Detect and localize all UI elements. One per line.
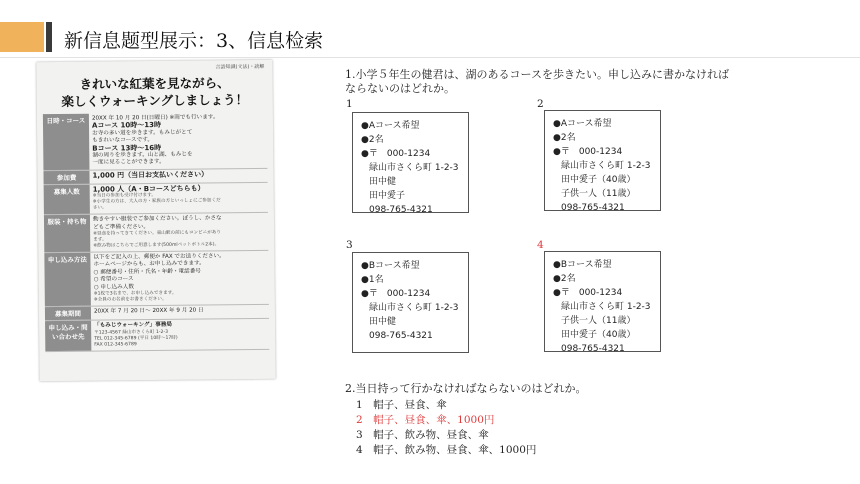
option-line: ●Aコース希望 (361, 121, 420, 131)
leaflet-line: Bコース 13時～16時 (92, 143, 162, 153)
leaflet-line: 動きやすい服装でご参加ください。ぼうし、かさな (92, 215, 222, 223)
leaflet-line: ホームページからも、お申し込みできます。 (93, 260, 205, 269)
option-line: ●2名 (553, 274, 576, 284)
option-4-box (544, 251, 661, 352)
option-line: 098-765-4321 (561, 203, 625, 213)
option-2-number: 2 (537, 98, 544, 110)
leaflet-line: 1,000 円（当日お支払いください） (92, 170, 209, 180)
leaflet-headline-line-1: きれいな紅葉を見ながら、 (79, 75, 230, 92)
option-line: ●Bコース希望 (553, 260, 612, 270)
option-line: 緑山市さくら町 1-2-3 (369, 303, 459, 313)
option-2-box (544, 110, 661, 211)
option-line: ●1名 (361, 275, 384, 285)
option-1-box (352, 112, 469, 213)
leaflet-row-label: 日時・コース (43, 114, 90, 170)
leaflet-info-table (43, 112, 269, 352)
walking-event-leaflet (36, 60, 275, 381)
leaflet-line: TEL 012-345-6789 (平日 10時～17時) (94, 335, 178, 342)
option-line: 098-765-4321 (561, 344, 625, 354)
leaflet-row-label: 申し込み・問い合わせ先 (45, 321, 91, 351)
leaflet-line: 〒123-4567 緑山市さくら町 1-2-3 (94, 329, 169, 336)
leaflet-line: ※1枚で3名まで、お申し込みできます。 (93, 290, 177, 297)
leaflet-line: 20XX 年 10 月 20 日(日曜日) ※雨でも行います。 (91, 114, 219, 122)
title-accent-divider (46, 22, 52, 52)
leaflet-line: ※全員のお名前をお書きください。 (93, 296, 167, 303)
option-line: ●Aコース希望 (553, 119, 612, 129)
option-1-number: 1 (346, 98, 353, 110)
leaflet-row-label: 服装・持ち物 (44, 215, 90, 252)
option-line: ●〒 000-1234 (553, 288, 623, 298)
leaflet-line: 1,000 人（A・Bコースどちらも） (92, 184, 205, 194)
leaflet-line: Aコース 10時～13時 (91, 121, 162, 131)
option-line: ●〒 000-1234 (361, 149, 431, 159)
leaflet-line: 20XX 年 7 月 20 日～ 20XX 年 9 月 20 日 (93, 307, 204, 315)
option-line: 緑山市さくら町 1-2-3 (561, 302, 651, 312)
option-line: 田中愛子 (369, 191, 406, 201)
option-line: 子供一人（11歳） (561, 189, 636, 199)
leaflet-line: ※昼食を持ってきてください。東山駅の前にもコンビニがあり (93, 230, 222, 237)
option-line: 子供一人（11歳） (561, 316, 636, 326)
option-line: 田中愛子（40歳） (561, 330, 636, 340)
leaflet-row-application (44, 251, 269, 307)
leaflet-line: お寺の多い道を歩きます。もみじがとて (92, 129, 193, 137)
leaflet-row-label: 募集期間 (45, 307, 91, 320)
option-3-box (352, 252, 469, 353)
leaflet-line: ※当日の参加も受け付けます。 (92, 193, 156, 199)
q2-option-2: 2 帽子、昼食、傘、1000円 (356, 414, 495, 426)
option-line: 緑山市さくら町 1-2-3 (561, 161, 651, 171)
leaflet-headline-line-2: 楽しくウォーキングしましょう！ (61, 92, 249, 109)
leaflet-line: ます。 (93, 237, 107, 243)
leaflet-line: さい。 (92, 205, 107, 211)
option-line: 田中愛子（40歳） (561, 175, 636, 185)
option-line: ●〒 000-1234 (553, 147, 623, 157)
leaflet-line: 一度に見ることができます。 (92, 159, 165, 167)
leaflet-line: 湖の周りを歩きます。山と湖、もみじを (92, 151, 193, 159)
q2-option-4: 4 帽子、飲み物、昼食、傘、1000円 (356, 444, 537, 456)
title-underline (0, 57, 860, 58)
leaflet-row-label: 募集人数 (44, 185, 90, 215)
option-line: 098-765-4321 (369, 331, 433, 341)
option-line: 098-765-4321 (369, 205, 433, 215)
option-4-number: 4 (537, 239, 544, 251)
leaflet-row-belongings (44, 213, 268, 253)
option-line: 田中健 (369, 177, 397, 187)
option-line: 田中健 (369, 317, 397, 327)
q2-option-3: 3 帽子、飲み物、昼食、傘 (356, 429, 489, 441)
leaflet-line: 「もみじウォーキング」事務局 (94, 321, 173, 329)
leaflet-line: ※小学生の方は、大人の方・家族の方といっしょにご参加くだ (92, 198, 221, 205)
leaflet-line: もきれいなコースです。 (92, 137, 154, 144)
leaflet-line: ○ 申し込み人数 (93, 283, 134, 291)
option-line: 緑山市さくら町 1-2-3 (369, 163, 459, 173)
leaflet-line: ○ 郵便番号・住所・氏名・年齢・電話番号 (93, 268, 201, 276)
question-2-text: 2.当日持って行かなければならないのはどれか。 (345, 382, 587, 395)
leaflet-row-label: 参加費 (43, 171, 89, 184)
leaflet-row-label: 申し込み方法 (44, 253, 91, 307)
leaflet-line: FAX 012-345-6789 (94, 341, 137, 348)
leaflet-row-contact (45, 319, 269, 352)
leaflet-row-capacity (44, 183, 268, 216)
question-1-text: 1.小学５年生の健君は、湖のあるコースを歩きたい。申し込みに書かなければならないのはどれか。 (345, 68, 729, 95)
leaflet-line: 以下をご記入の上、郵便か FAX でお送りください。 (93, 253, 225, 261)
option-line: ●2名 (553, 133, 576, 143)
leaflet-line: どもご準備ください。 (93, 223, 150, 231)
leaflet-line: ※飲み物はこちらでご用意します(500mlペットボトル2本)。 (93, 242, 220, 249)
leaflet-tag: 言語知識(文法)・読解 (215, 63, 265, 71)
page-title: 新信息题型展示：3、信息检索 (64, 30, 324, 52)
leaflet-row-schedule (43, 112, 268, 171)
leaflet-headline (46, 74, 262, 110)
option-line: ●〒 000-1234 (361, 289, 431, 299)
title-accent-bar (0, 22, 44, 52)
option-line: ●2名 (361, 135, 384, 145)
leaflet-line: ○ 希望のコース (93, 276, 134, 283)
option-3-number: 3 (346, 239, 353, 251)
option-line: ●Bコース希望 (361, 261, 420, 271)
q2-option-1: 1 帽子、昼食、傘 (356, 399, 447, 411)
